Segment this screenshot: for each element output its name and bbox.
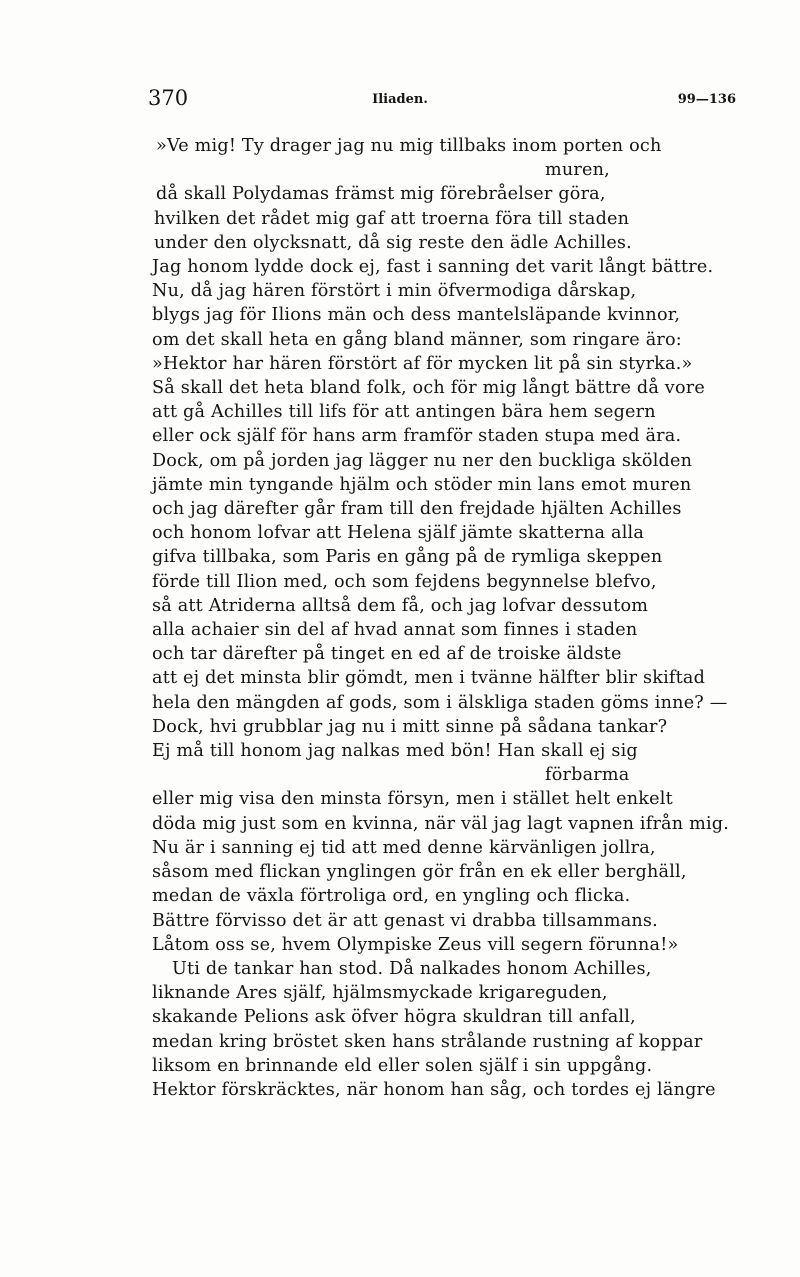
verse-line: och honom lofvar att Helena själf jämte skatterna alla	[152, 523, 645, 544]
verse-line: Låtom oss se, hvem Olympiske Zeus vill segern förunna!»	[152, 934, 679, 955]
verse-line: och tar därefter på tinget en ed af de troiske äldste	[152, 644, 622, 665]
poem-text	[150, 134, 740, 1102]
verse-line: skakande Pelions ask öfver högra skuldran till anfall,	[152, 1007, 636, 1028]
verse-line: gifva tillbaka, som Paris en gång på de rymliga skeppen	[152, 547, 663, 568]
verse-line: medan kring bröstet sken hans strålande rustning af koppar	[152, 1031, 703, 1052]
verse-line: eller mig visa den minsta försyn, men i stället helt enkelt	[152, 789, 673, 810]
verse-line: om det skall heta en gång bland männer, som ringare äro:	[152, 329, 682, 350]
running-header	[0, 86, 800, 116]
verse-line: under den olycksnatt, då sig reste den ädle Achilles.	[154, 232, 632, 253]
verse-line: Nu, då jag hären förstört i min öfvermodiga dårskap,	[152, 281, 637, 302]
verse-line: alla achaier sin del af hvad annat som finnes i staden	[152, 620, 638, 641]
page-number: 370	[148, 86, 189, 110]
verse-line: döda mig just som en kvinna, när väl jag lagt vapnen ifrån mig.	[152, 813, 730, 834]
verse-line: Nu är i sanning ej tid att med denne kärvänligen jollra,	[152, 837, 656, 858]
verse-line: att ej det minsta blir gömdt, men i tvänne hälfter blir skiftad	[152, 668, 706, 689]
verse-line: Dock, hvi grubblar jag nu i mitt sinne på sådana tankar?	[152, 716, 668, 737]
verse-line: då skall Polydamas främst mig förebråelser göra,	[156, 184, 606, 205]
verse-line: hela den mängden af gods, som i älskliga staden göms inne? —	[152, 692, 728, 713]
verse-line: »Ve mig! Ty drager jag nu mig tillbaks inom porten och	[156, 136, 662, 156]
running-title: Iliaden.	[372, 92, 428, 107]
verse-line: Hektor förskräcktes, när honom han såg, och tordes ej längre	[152, 1079, 716, 1100]
verse-line: hvilken det rådet mig gaf att troerna föra till staden	[154, 208, 630, 229]
verse-line: liknande Ares själf, hjälmsmyckade krigareguden,	[152, 983, 608, 1004]
verse-line-continuation: förbarma	[545, 765, 630, 786]
verse-line: eller ock själf för hans arm framför staden stupa med ära.	[152, 426, 682, 447]
verse-line: och jag därefter går fram till den frejdade hjälten Achilles	[152, 499, 682, 520]
verse-line: Bättre förvisso det är att genast vi drabba tillsammans.	[152, 910, 658, 931]
verse-line: liksom en brinnande eld eller solen själf i sin uppgång.	[152, 1055, 653, 1076]
verse-line: blygs jag för Ilions män och dess mantelsläpande kvinnor,	[152, 305, 681, 326]
verse-line: Dock, om på jorden jag lägger nu ner den buckliga skölden	[152, 450, 693, 471]
verse-line: Uti de tankar han stod. Då nalkades honom Achilles,	[172, 958, 652, 979]
verse-reference: 99—136	[677, 92, 736, 107]
verse-line: »Hektor har hären förstört af för mycken lit på sin styrka.»	[152, 353, 693, 374]
verse-line: jämte min tyngande hjälm och stöder min lans emot muren	[152, 474, 692, 495]
verse-line: förde till Ilion med, och som fejdens begynnelse blefvo,	[152, 571, 657, 592]
verse-line: Ej må till honom jag nalkas med bön! Han skall ej sig	[152, 741, 638, 762]
verse-line: att gå Achilles till lifs för att antingen bära hem segern	[152, 402, 656, 423]
verse-line-continuation: muren,	[545, 160, 610, 181]
verse-line: såsom med flickan ynglingen gör från en ek eller berghäll,	[152, 862, 687, 883]
verse-line: Så skall det heta bland folk, och för mig långt bättre då vore	[152, 378, 705, 399]
verse-line: så att Atriderna alltså dem få, och jag lofvar dessutom	[152, 595, 649, 616]
verse-line: Jag honom lydde dock ej, fast i sanning det varit långt bättre.	[152, 257, 714, 278]
verse-line: medan de växla förtroliga ord, en yngling och flicka.	[152, 886, 631, 907]
